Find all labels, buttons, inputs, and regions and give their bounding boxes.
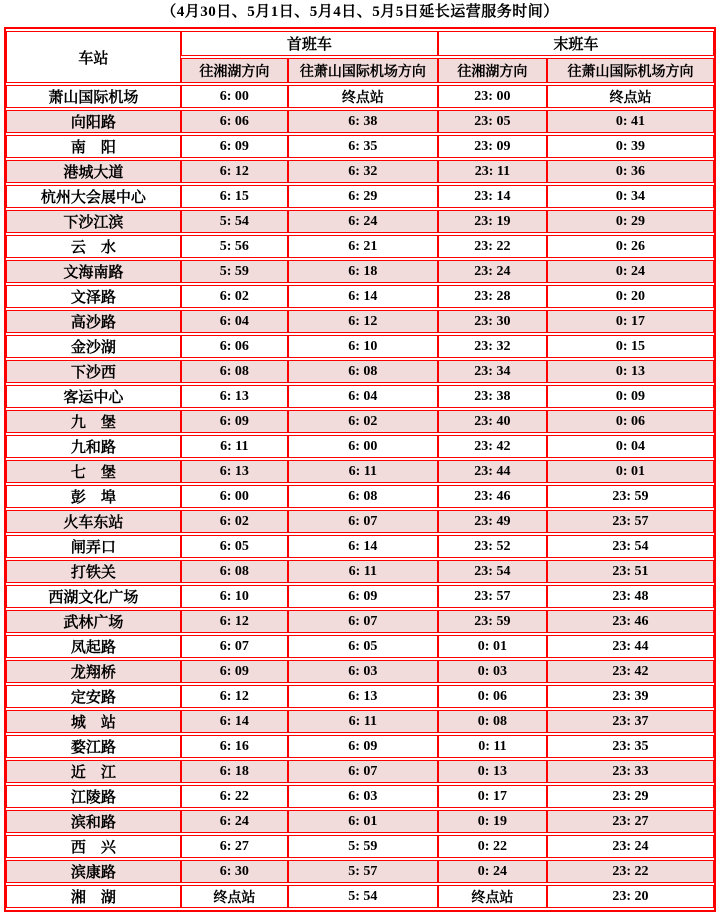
time-cell: 0: 06 [547,410,714,433]
time-cell: 5: 54 [181,210,288,233]
time-cell: 23: 30 [438,310,547,333]
time-cell: 6: 01 [288,810,438,833]
table-row [6,85,714,108]
table-row [6,535,714,558]
time-cell: 0: 39 [547,135,714,158]
time-cell: 6: 11 [288,560,438,583]
time-cell: 6: 12 [181,685,288,708]
table-row [6,360,714,383]
time-cell: 0: 04 [547,435,714,458]
time-cell: 6: 22 [181,785,288,808]
table-row [6,135,714,158]
time-cell: 0: 11 [438,735,547,758]
table-row [6,485,714,508]
table-row [6,410,714,433]
time-cell: 23: 49 [438,510,547,533]
table-row [6,310,714,333]
station-cell: 云 水 [6,235,181,258]
time-cell: 23: 59 [547,485,714,508]
time-cell: 终点站 [438,885,547,908]
time-cell: 终点站 [547,85,714,108]
station-cell: 火车东站 [6,510,181,533]
station-cell: 龙翔桥 [6,660,181,683]
time-cell: 23: 28 [438,285,547,308]
table-row [6,835,714,858]
station-cell: 江陵路 [6,785,181,808]
time-cell: 6: 06 [181,335,288,358]
table-row [6,110,714,133]
table-row [6,710,714,733]
time-cell: 6: 02 [288,410,438,433]
time-cell: 23: 34 [438,360,547,383]
table-row [6,510,714,533]
table-row [6,635,714,658]
time-cell: 23: 05 [438,110,547,133]
table-row [6,685,714,708]
time-cell: 6: 32 [288,160,438,183]
time-cell: 0: 15 [547,335,714,358]
time-cell: 23: 40 [438,410,547,433]
station-cell: 近 江 [6,760,181,783]
time-cell: 23: 51 [547,560,714,583]
table-row [6,785,714,808]
station-cell: 向阳路 [6,110,181,133]
table-row [6,260,714,283]
time-cell: 6: 04 [288,385,438,408]
time-cell: 6: 14 [288,535,438,558]
time-cell: 0: 13 [547,360,714,383]
time-cell: 6: 09 [288,585,438,608]
station-cell: 凤起路 [6,635,181,658]
time-cell: 23: 46 [438,485,547,508]
time-cell: 0: 06 [438,685,547,708]
time-cell: 6: 03 [288,785,438,808]
time-cell: 23: 52 [438,535,547,558]
time-cell: 6: 38 [288,110,438,133]
time-cell: 6: 00 [288,435,438,458]
time-cell: 6: 12 [181,610,288,633]
header-last-dir-airport: 往萧山国际机场方向 [547,58,714,83]
table-row [6,285,714,308]
table-row [6,210,714,233]
station-cell: 婺江路 [6,735,181,758]
time-cell: 6: 16 [181,735,288,758]
station-cell: 滨康路 [6,860,181,883]
time-cell: 0: 03 [438,660,547,683]
time-cell: 6: 14 [288,285,438,308]
station-cell: 西 兴 [6,835,181,858]
time-cell: 23: 33 [547,760,714,783]
station-cell: 金沙湖 [6,335,181,358]
time-cell: 0: 17 [547,310,714,333]
time-cell: 6: 08 [288,485,438,508]
time-cell: 23: 38 [438,385,547,408]
time-cell: 6: 30 [181,860,288,883]
time-cell: 23: 24 [547,835,714,858]
station-cell: 高沙路 [6,310,181,333]
station-cell: 文海南路 [6,260,181,283]
time-cell: 6: 10 [288,335,438,358]
time-cell: 23: 20 [547,885,714,908]
time-cell: 6: 08 [288,360,438,383]
time-cell: 23: 11 [438,160,547,183]
time-cell: 0: 13 [438,760,547,783]
table-row [6,185,714,208]
time-cell: 0: 34 [547,185,714,208]
time-cell: 6: 12 [288,310,438,333]
station-cell: 下沙江滨 [6,210,181,233]
time-cell: 0: 08 [438,710,547,733]
time-cell: 6: 13 [181,385,288,408]
time-cell: 6: 24 [288,210,438,233]
extended-service-title: （4月30日、5月1日、5月4日、5月5日延长运营服务时间） [161,4,559,20]
time-cell: 23: 32 [438,335,547,358]
time-cell: 6: 12 [181,160,288,183]
time-cell: 23: 24 [438,260,547,283]
time-cell: 6: 08 [181,560,288,583]
time-cell: 23: 22 [438,235,547,258]
time-cell: 6: 11 [288,460,438,483]
time-cell: 23: 42 [438,435,547,458]
station-cell: 杭州大会展中心 [6,185,181,208]
station-cell: 七 堡 [6,460,181,483]
time-cell: 0: 26 [547,235,714,258]
table-row [6,810,714,833]
time-cell: 0: 29 [547,210,714,233]
time-cell: 23: 57 [547,510,714,533]
table-row [6,660,714,683]
time-cell: 23: 44 [438,460,547,483]
time-cell: 23: 44 [547,635,714,658]
time-cell: 终点站 [288,85,438,108]
time-cell: 6: 18 [181,760,288,783]
table-row [6,385,714,408]
time-cell: 6: 29 [288,185,438,208]
time-cell: 23: 00 [438,85,547,108]
time-cell: 6: 07 [288,510,438,533]
table-row [6,585,714,608]
station-cell: 下沙西 [6,360,181,383]
time-cell: 6: 09 [288,735,438,758]
time-cell: 6: 08 [181,360,288,383]
time-cell: 6: 04 [181,310,288,333]
table-row [6,435,714,458]
time-cell: 0: 09 [547,385,714,408]
time-cell: 6: 06 [181,110,288,133]
time-cell: 23: 46 [547,610,714,633]
time-cell: 6: 10 [181,585,288,608]
station-cell: 武林广场 [6,610,181,633]
time-cell: 6: 07 [288,610,438,633]
table-row [6,160,714,183]
time-cell: 0: 24 [547,260,714,283]
timetable-header [6,31,714,83]
time-cell: 5: 54 [288,885,438,908]
time-cell: 6: 03 [288,660,438,683]
table-row [6,460,714,483]
time-cell: 23: 29 [547,785,714,808]
time-cell: 23: 48 [547,585,714,608]
station-cell: 西湖文化广场 [6,585,181,608]
station-cell: 港城大道 [6,160,181,183]
table-row [6,760,714,783]
time-cell: 6: 27 [181,835,288,858]
time-cell: 6: 35 [288,135,438,158]
station-cell: 萧山国际机场 [6,85,181,108]
station-cell: 打铁关 [6,560,181,583]
time-cell: 0: 36 [547,160,714,183]
time-cell: 6: 07 [181,635,288,658]
time-cell: 23: 19 [438,210,547,233]
time-cell: 6: 02 [181,510,288,533]
time-cell: 0: 20 [547,285,714,308]
time-cell: 6: 07 [288,760,438,783]
time-cell: 6: 09 [181,135,288,158]
time-cell: 5: 57 [288,860,438,883]
time-cell: 23: 54 [438,560,547,583]
time-cell: 6: 21 [288,235,438,258]
time-cell: 23: 39 [547,685,714,708]
header-last-train: 末班车 [438,31,714,56]
time-cell: 23: 59 [438,610,547,633]
header-first-dir-airport: 往萧山国际机场方向 [288,58,438,83]
station-cell: 湘 湖 [6,885,181,908]
station-cell: 城 站 [6,710,181,733]
time-cell: 23: 57 [438,585,547,608]
metro-timetable [4,27,716,912]
header-station: 车站 [6,31,181,83]
time-cell: 23: 22 [547,860,714,883]
time-cell: 6: 00 [181,485,288,508]
time-cell: 23: 27 [547,810,714,833]
header-first-train: 首班车 [181,31,438,56]
station-cell: 九和路 [6,435,181,458]
time-cell: 5: 59 [288,835,438,858]
time-cell: 6: 11 [288,710,438,733]
time-cell: 6: 14 [181,710,288,733]
timetable-body [6,85,714,908]
time-cell: 23: 42 [547,660,714,683]
time-cell: 5: 56 [181,235,288,258]
time-cell: 23: 37 [547,710,714,733]
station-cell: 文泽路 [6,285,181,308]
time-cell: 23: 54 [547,535,714,558]
time-cell: 6: 24 [181,810,288,833]
time-cell: 0: 19 [438,810,547,833]
time-cell: 0: 22 [438,835,547,858]
time-cell: 6: 18 [288,260,438,283]
time-cell: 6: 02 [181,285,288,308]
station-cell: 彭 埠 [6,485,181,508]
time-cell: 0: 01 [547,460,714,483]
time-cell: 23: 09 [438,135,547,158]
time-cell: 6: 09 [181,660,288,683]
station-cell: 客运中心 [6,385,181,408]
time-cell: 0: 01 [438,635,547,658]
header-last-dir-xianghu: 往湘湖方向 [438,58,547,83]
time-cell: 6: 00 [181,85,288,108]
time-cell: 23: 14 [438,185,547,208]
table-row [6,235,714,258]
header-first-dir-xianghu: 往湘湖方向 [181,58,288,83]
table-row [6,335,714,358]
station-cell: 定安路 [6,685,181,708]
table-row [6,560,714,583]
station-cell: 滨和路 [6,810,181,833]
time-cell: 6: 15 [181,185,288,208]
table-row [6,885,714,908]
time-cell: 6: 13 [181,460,288,483]
station-cell: 南 阳 [6,135,181,158]
table-row [6,860,714,883]
time-cell: 6: 13 [288,685,438,708]
station-cell: 九 堡 [6,410,181,433]
time-cell: 6: 11 [181,435,288,458]
time-cell: 0: 24 [438,860,547,883]
header-group-row [6,31,714,56]
time-cell: 6: 09 [181,410,288,433]
table-row [6,610,714,633]
time-cell: 0: 17 [438,785,547,808]
time-cell: 6: 05 [181,535,288,558]
time-cell: 5: 59 [181,260,288,283]
time-cell: 6: 05 [288,635,438,658]
station-cell: 闸弄口 [6,535,181,558]
time-cell: 终点站 [181,885,288,908]
time-cell: 23: 35 [547,735,714,758]
table-row [6,735,714,758]
time-cell: 0: 41 [547,110,714,133]
